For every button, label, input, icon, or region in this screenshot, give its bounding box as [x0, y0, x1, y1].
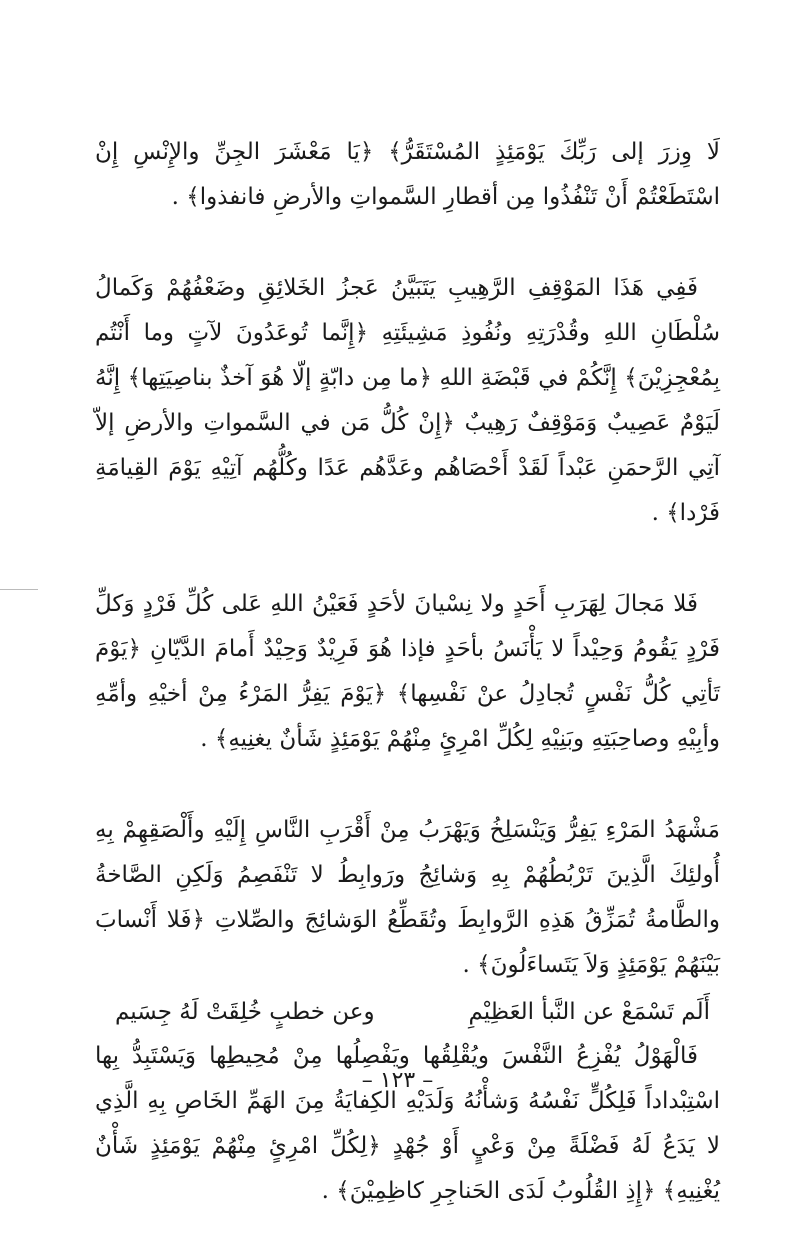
margin-line	[0, 589, 38, 590]
poem-first-hemistich: أَلَم تَسْمَعْ عن النَّبأ العَظِيْمِ	[468, 999, 710, 1025]
paragraph-1: لَا وِزرَ إلى رَبِّكَ يَوْمَئِذٍ المُسْتَقَرُّ﴾ ﴿يَا مَعْشَرَ الجِنِّ والإِنْسِ إِنْ اسْتَطَعْتُمْ أَنْ تَنْفُذُوا مِن أقطارِ السَّمواتِ والأرضِ فانفذوا﴾ .	[95, 139, 720, 210]
page-number: – ١٢٣ –	[361, 1068, 434, 1093]
poem-verse	[95, 992, 720, 1032]
paragraph-2: فَفِي هَذَا المَوْقِفِ الرَّهِيبِ يَتَبَيَّنُ عَجزُ الخَلائِقِ وضَعْفُهُمْ وَكَمالُ سُلْطَانِ اللهِ وقُدْرَتِهِ ونُفُوذِ مَشِيئَتِهِ ﴿إِنَّما تُوعَدُونَ لآتٍ وما أَنْتُم بِمُعْجِزِيْنَ﴾ إِنَّكُمْ في قَبْضَةِ اللهِ ﴿ما مِن دابّةٍ إلّا هُوَ آخذٌ بناصِيَتِها﴾ إِنَّهُ لَيَوْمٌ عَصِيبٌ وَمَوْقِفٌ رَهِيبٌ ﴿إِنْ كُلُّ مَن في السَّمواتِ والأرضِ إلاّ آتِي الرَّحمَنِ عَبْداً لَقَدْ أَحْصَاهُم وعَدَّهُم عَدًا وكُلُّهُم آتِيْهِ يَوْمَ القِيامَةِ فَرْدا﴾ .	[95, 275, 720, 526]
paragraph-5: فَالْهَوْلُ يُفْزِعُ النَّفْسَ ويُقْلِقُها ويَفْصِلُها مِنْ مُحِيطِها وَيَسْتَبِدُّ بِها اسْتِبْداداً فَلِكُلٍّ نَفْسُهُ وَشأْنُهُ وَلَدَيْهِ الكِفايَةُ مِنَ الهَمِّ الخَاصِ بِهِ الَّذِي لا يَدَعُ لَهُ فَضْلَةً مِنْ وَعْيٍ أَوْ جُهْدٍ ﴿لِكُلِّ امْرِئٍ مِنْهُمْ يَوْمَئِذٍ شَأْنٌ يُغْنِيهِ﴾ ﴿إِذِ القُلُوبُ لَدَى الحَناجِرِ كاظِمِيْنَ﴾ .	[95, 1043, 720, 1204]
paragraph-3: فَلا مَجالَ لِهَرَبِ أَحَدٍ ولا نِسْيانَ لأحَدٍ فَعَيْنُ اللهِ عَلى كُلِّ فَرْدٍ وَكلِّ فَرْدٍ يَقُومُ وَحِيْداً لا يَأْنَسُ بأحَدٍ فإذا هُوَ فَرِيْدٌ وَحِيْدٌ أَمامَ الدَّيّانِ ﴿يَوْمَ تَأتِي كُلُّ نَفْسٍ تُجادِلُ عنْ نَفْسِها﴾ ﴿يَوْمَ يَفِرُّ المَرْءُ مِنْ أخيْهِ وأمِّهِ وأبِيْهِ وصاحِبَتِهِ وبَنِيْهِ لِكُلِّ امْرِئٍ مِنْهُمْ يَوْمَئِذٍ شَأنٌ يغنِيهِ﴾ .	[95, 591, 720, 752]
poem-second-hemistich: وعن خطبٍ خُلِقَتْ لَهُ جِسَيم	[115, 999, 375, 1025]
paragraph-4: مَشْهَدُ المَرْءِ يَفِرُّ وَيَنْسَلِخُ وَيَهْرَبُ مِنْ أَقْرَبِ النَّاسِ إِلَيْهِ وأَلْصَقِهِمْ بِهِ أُولئِكَ الَّذِينَ تَرْبُطُهُمْ بِهِ وَشائِجُ ورَوابِطُ لا تَنْفَصِمُ وَلَكِنِ الصَّاخةُ والطَّامةُ تُمَزِّقُ هَذِهِ الرَّوابِطَ وتُقَطِّعُ الوَشائِجَ والصِّلاتِ ﴿فَلا أَنْسابَ بَيْنَهُمْ يَوْمَئِذٍ وَلاَ يَتَساءَلُونَ﴾ .	[95, 817, 720, 978]
